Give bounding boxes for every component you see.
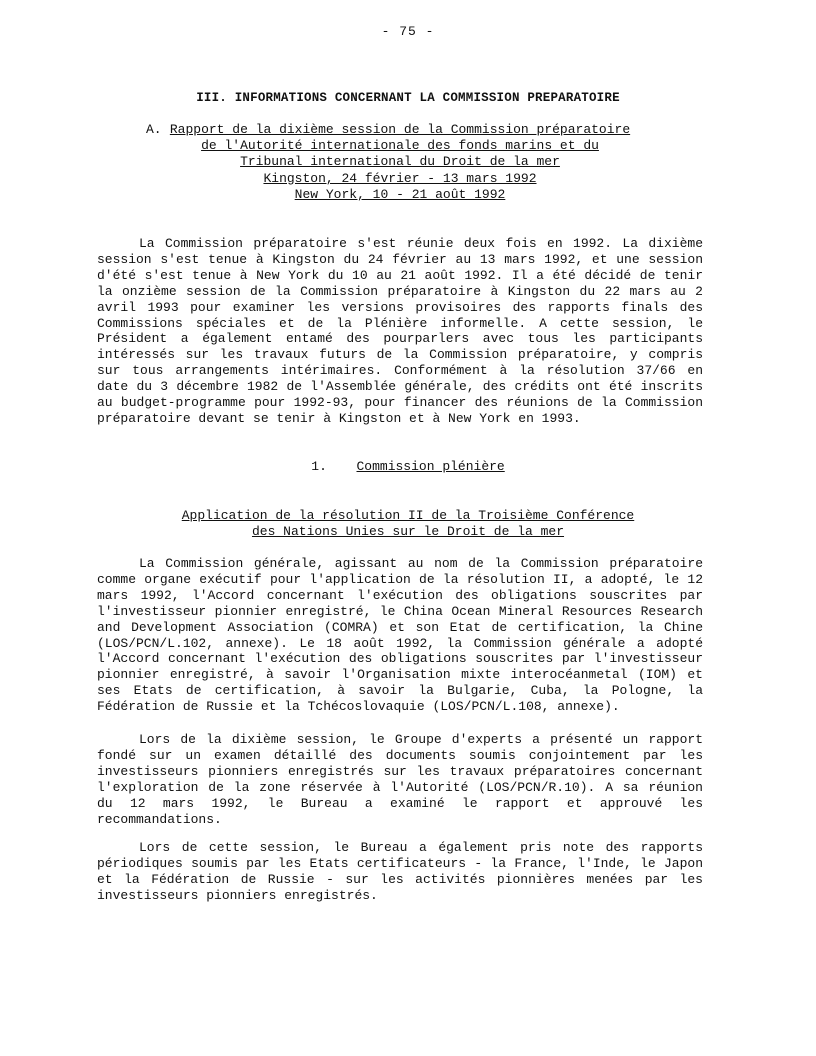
- subsection-a-letter: A.: [146, 122, 162, 137]
- subsection-a-title-line: Kingston, 24 février - 13 mars 1992: [263, 170, 537, 186]
- subsection-a-title-line: New York, 10 - 21 août 1992: [294, 186, 506, 202]
- subsection-a: [140, 122, 660, 203]
- application-title-line: des Nations Unies sur le Droit de la mer: [251, 524, 565, 539]
- intro-paragraph: La Commission préparatoire s'est réunie deux fois en 1992. La dixième session s'est tenue à Kingston du 24 février au 13 mars 1992, et une session d'été s'est tenue à New York du 10 au 21 août 1992. Il a été décidé de tenir la onzième session de la Commission préparatoire à Kingston du 22 mars au 2 avril 1993 pour examiner les versions provisoires des rapports finals des Commissions spéciales et de la Plénière informelle. A cette session, le Président a également entamé des pourparlers avec tous les participants intéressés sur les travaux futurs de la Commission préparatoire, y compris sur tous arrangements intérimaires. Conformément à la résolution 37/66 en date du 3 décembre 1982 de l'Assemblée générale, des crédits ont été inscrits au budget-programme pour 1992-93, pour financer des réunions de la Commission préparatoire devant se tenir à Kingston et à New York en 1993.: [97, 236, 703, 426]
- subsection-a-title: [140, 122, 660, 203]
- subsection-1-number: 1.: [311, 459, 327, 474]
- subsection-a-title-line: Rapport de la dixième session de la Commission préparatoire: [169, 122, 631, 137]
- page-number: - 75 -: [381, 24, 435, 39]
- application-title-line: Application de la résolution II de la Troisième Conférence: [181, 508, 635, 523]
- paragraph-bureau-reports: Lors de cette session, le Bureau a également pris note des rapports périodiques soumis par les Etats certificateurs - la France, l'Inde, le Japon et la Fédération de Russie - sur les activités pionnières menées par les investisseurs pionniers enregistrés.: [97, 840, 703, 903]
- subsection-a-title-line: de l'Autorité internationale des fonds marins et du: [201, 138, 599, 154]
- section-heading: III. INFORMATIONS CONCERNANT LA COMMISSION PREPARATOIRE: [196, 91, 620, 105]
- paragraph-experts-group: Lors de la dixième session, le Groupe d'experts a présenté un rapport fondé sur un examen détaillé des documents soumis conjointement par les investisseurs pionniers enregistrés sur les travaux préparatoires concernant l'exploration de la zone réservée à l'Autorité (LOS/PCN/R.10). A sa réunion du 12 mars 1992, le Bureau a examiné le rapport et approuvé les recommandations.: [97, 732, 703, 827]
- subsection-1-title: Commission plénière: [356, 459, 505, 474]
- paragraph-general-commission: La Commission générale, agissant au nom de la Commission préparatoire comme organe exécutif pour l'application de la résolution II, a adopté, le 12 mars 1992, l'Accord concernant l'exécution des obligations souscrites par l'investisseur pionnier enregistré, le China Ocean Mineral Resources Research and Development Association (COMRA) et son Etat de certification, la Chine (LOS/PCN/L.102, annexe). Le 18 août 1992, la Commission générale a adopté l'Accord concernant l'exécution des obligations souscrites par l'investisseur pionnier enregistré, à savoir l'Organisation mixte interocéanmetal (IOM) et ses Etats de certification, à savoir la Bulgarie, Cuba, la Pologne, la Fédération de Russie et la Tchécoslovaquie (LOS/PCN/L.108, annexe).: [97, 556, 703, 715]
- application-title: [0, 508, 816, 540]
- subsection-a-title-line: Tribunal international du Droit de la mer: [240, 154, 560, 170]
- subsection-1-heading: [0, 459, 816, 474]
